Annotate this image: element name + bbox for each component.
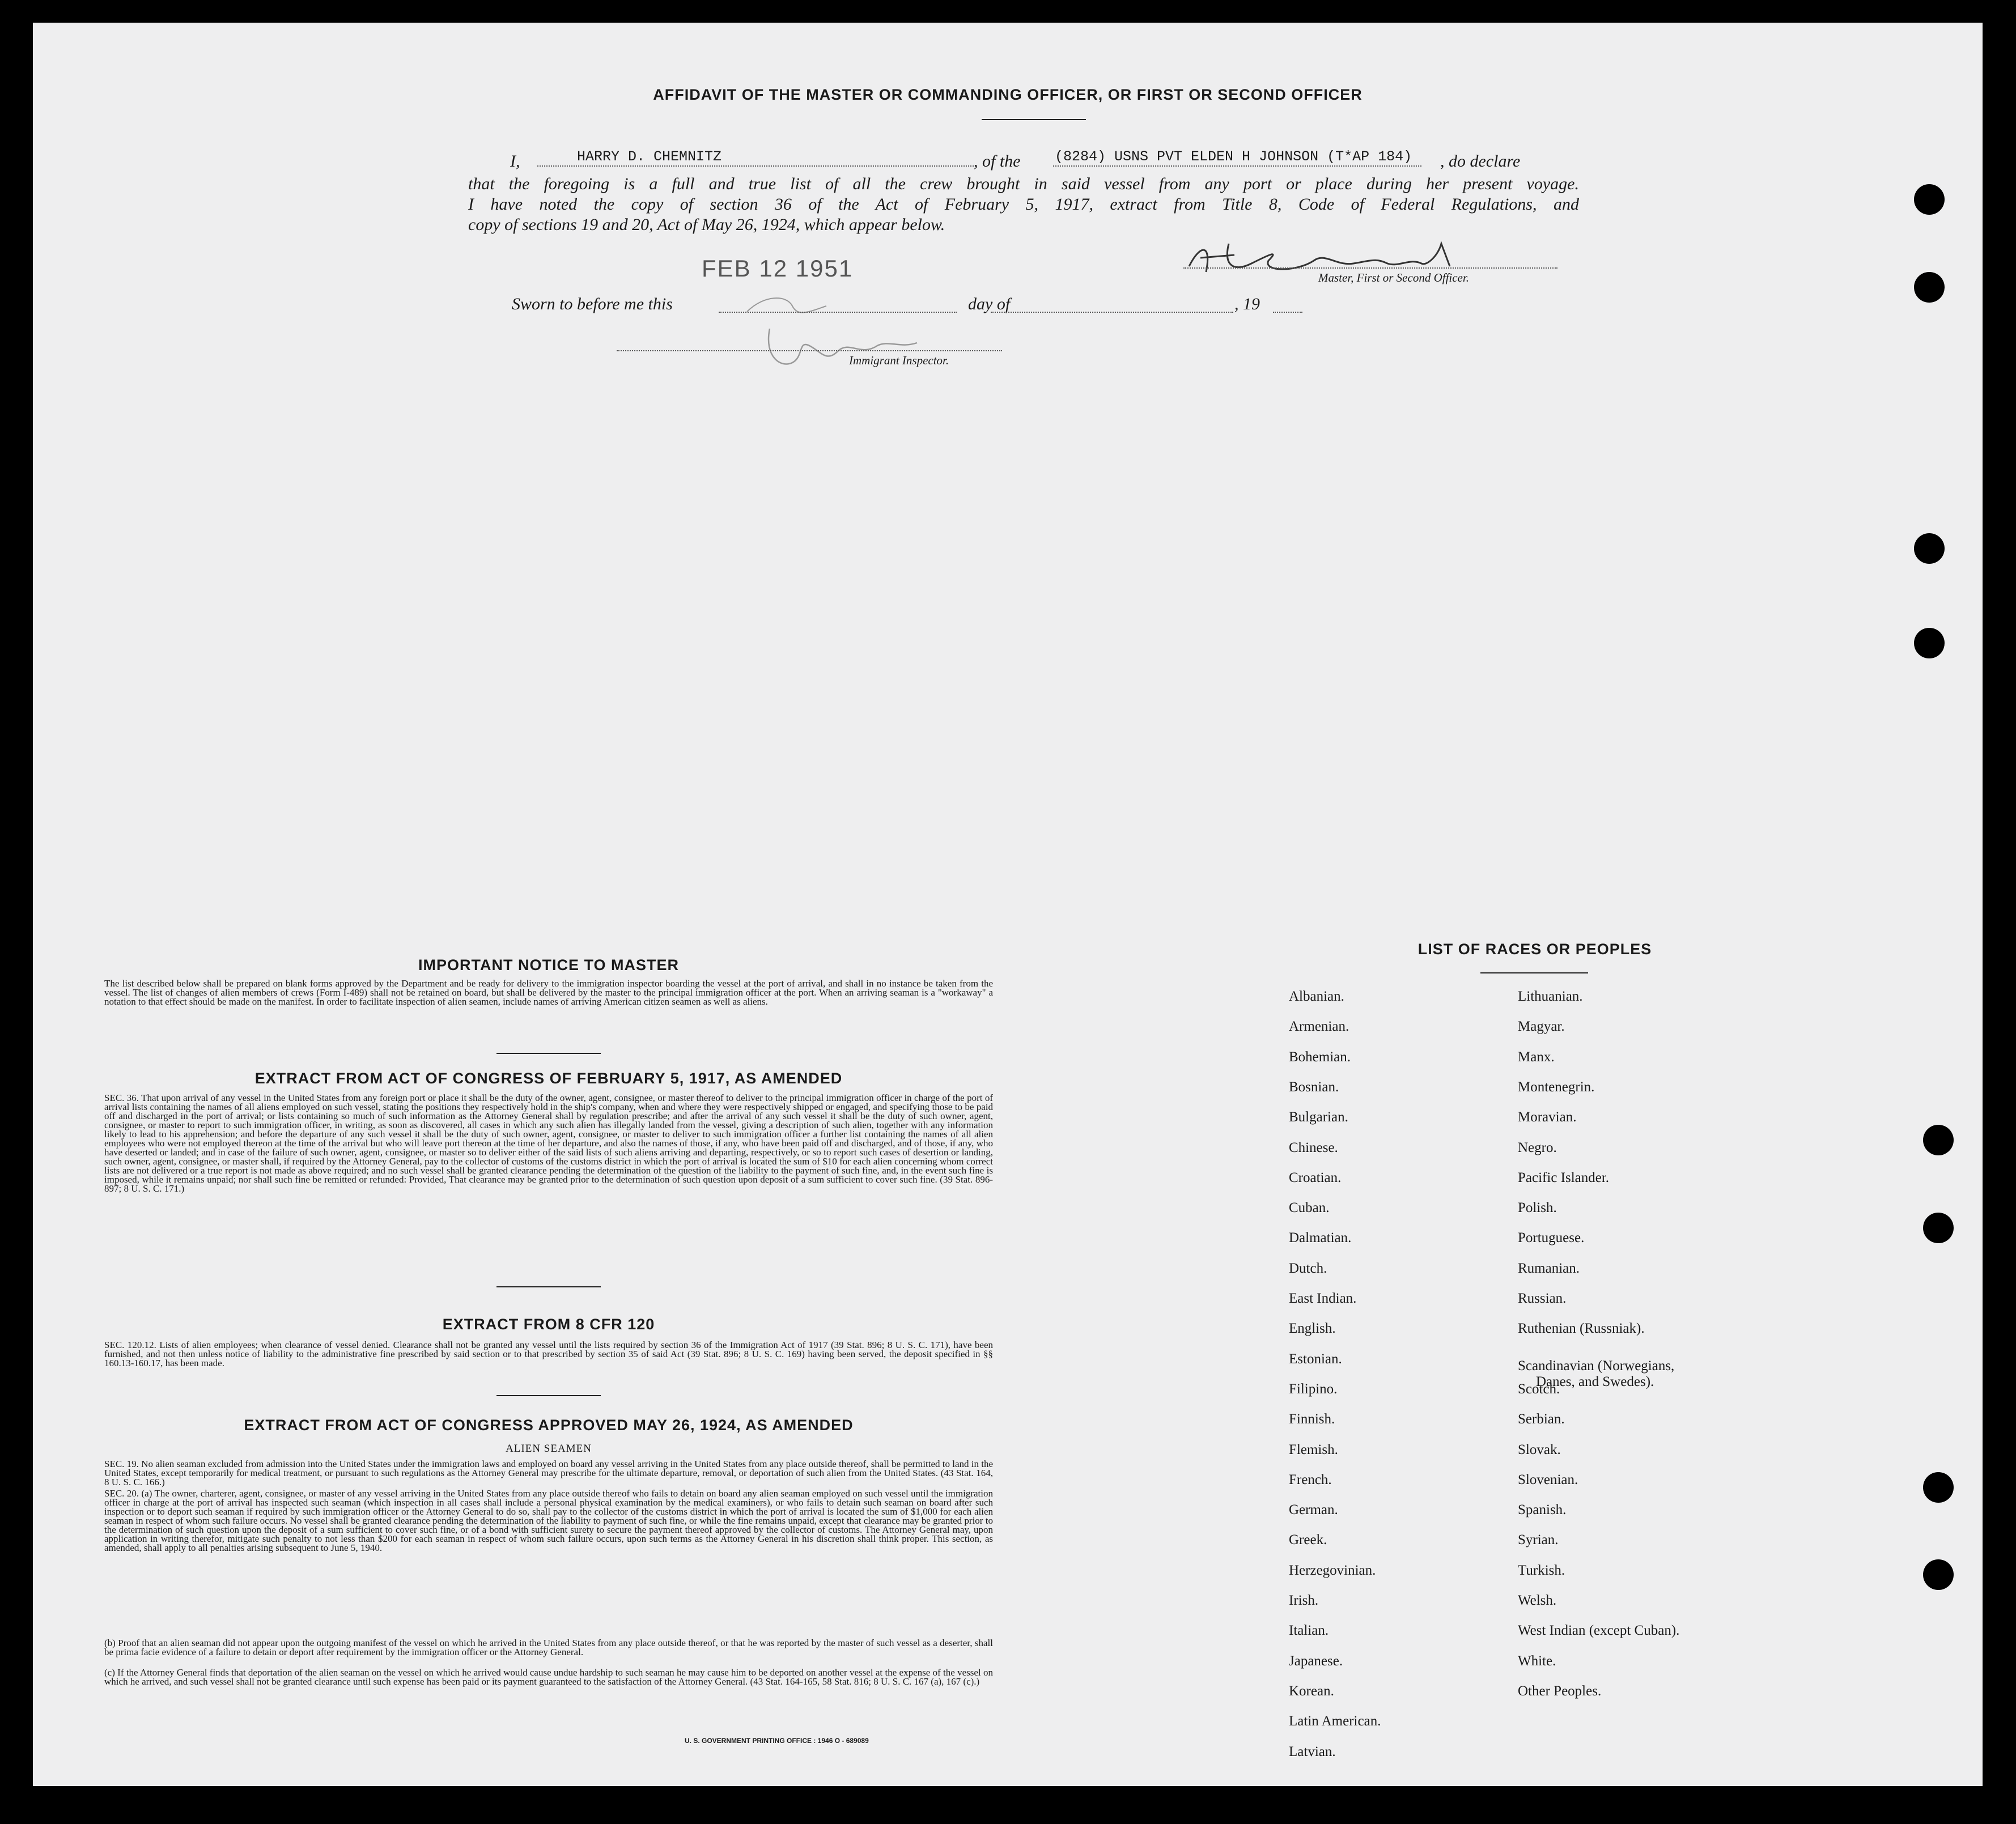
- year-label: , 19: [1234, 295, 1260, 313]
- races-rule: [1480, 972, 1588, 973]
- sworn-day-dotline: [719, 312, 957, 313]
- extract-cfr-rule: [496, 1395, 601, 1396]
- race-right-item: West Indian (except Cuban).: [1518, 1623, 1680, 1639]
- extract-1924-title: EXTRACT FROM ACT OF CONGRESS APPROVED MAY 26, 1924, AS AMENDED: [244, 1417, 854, 1434]
- notice-title: IMPORTANT NOTICE TO MASTER: [418, 956, 679, 973]
- race-left-item: Greek.: [1289, 1532, 1327, 1548]
- race-right-item: Rumanian.: [1518, 1260, 1580, 1276]
- binder-hole: [1914, 272, 1945, 303]
- race-right-item: Danes, and Swedes).: [1536, 1374, 1654, 1389]
- extract-cfr-title: EXTRACT FROM 8 CFR 120: [442, 1316, 655, 1333]
- day-of-label: day of: [968, 295, 1011, 313]
- race-left-item: Bosnian.: [1289, 1079, 1339, 1095]
- race-right-item: Portuguese.: [1518, 1230, 1585, 1246]
- race-left-item: Latvian.: [1289, 1744, 1336, 1759]
- extract-1917-body: SEC. 36. That upon arrival of any vessel in the United States from any foreign port or place it shall be the duty of the owner, agent, consignee, or master thereof to deliver to the principal immigration officer in charge of the port of arrival lists containing the names of all aliens employed on such vessel, stating the positions they respectively hold in the ship's company, when and where they were respectively shipped or engaged, and specifying those to be paid off and discharged in the port of arrival; or lists containing so much of such information as the Attorney General shall by regulation prescribe; and after the arrival of any such vessel it shall be the duty of such owner, agent, consignee, or master to report to such immigration officer, in writing, as soon as discovered, all cases in which any such alien has illegally landed from the vessel, giving a description of such alien, together with any information likely to lead to his apprehension; and before the departure of any such vessel it shall be the duty of such owner, agent, consignee, or master to deliver to such immigration officer a further list containing the names of all alien employees who were not employed thereon at the time of the arrival but who will leave port thereon at the time of her departure, and also the names of those, if any, who have been paid off and discharged, and of those, if any, who have deserted or landed; and in case of the failure of such owner, agent, consignee, or master so to deliver either of the said lists of such aliens arriving and departing, respectively, or so to report such cases of desertion or landing, such owner, agent, consignee, or master shall, if required by the Attorney General, pay to the collector of customs of the customs district in which the port of arrival is located the sum of $10 for each alien concerning whom correct lists are not delivered or a true report is not made as above required; and no such vessel shall be granted clearance pending the determination of the question of the liability to the payment of such fine, and, in the event such fine is imposed, while it remains unpaid; nor shall such fine be remitted or refunded: Provided, That clearance may be granted prior to the determination of such question upon deposit of a sum sufficient to cover such fine. (39 Stat. 896-897; 8 U. S. C. 171.): [104, 1092, 993, 1194]
- vessel-name: (8284) USNS PVT ELDEN H JOHNSON (T*AP 184): [1055, 148, 1412, 165]
- extract-1917-title: EXTRACT FROM ACT OF CONGRESS OF FEBRUARY 5, 1917, AS AMENDED: [254, 1070, 843, 1087]
- affidavit-line-3: I have noted the copy of section 36 of the Act of February 5, 1917, extract from Title 8, Code of Federal Regulations, and: [468, 195, 1579, 214]
- binder-hole: [1923, 1213, 1954, 1243]
- extract-cfr-body: SEC. 120.12. Lists of alien employees; when clearance of vessel denied. Clearance shall not be granted any vessel until the lists required by section 36 of the Immigration Act of 1917 (39 Stat. 896; 8 U. S. C. 171), have been furnished, and not then unless notice of liability to the administrative fine prescribed by said section or to that prescribed by section 35 of said Act (39 Stat. 896; 8 U. S. C. 169) having been served, the deposit specified in §§ 160.13-160.17, has been made.: [104, 1340, 993, 1368]
- race-left-item: Bulgarian.: [1289, 1109, 1348, 1125]
- extract-1917-rule: [496, 1286, 601, 1287]
- race-left-item: Filipino.: [1289, 1381, 1338, 1397]
- date-stamp: FEB 12 1951: [702, 255, 854, 282]
- declarant-pronoun: I,: [510, 152, 520, 171]
- race-left-item: German.: [1289, 1502, 1338, 1518]
- of-the-label: , of the: [974, 152, 1021, 171]
- race-left-item: French.: [1289, 1472, 1332, 1487]
- extract-1924-subtitle: ALIEN SEAMEN: [506, 1443, 592, 1455]
- race-right-item: Syrian.: [1518, 1532, 1559, 1548]
- race-right-item: Slovak.: [1518, 1442, 1561, 1457]
- binder-hole: [1923, 1125, 1954, 1155]
- notice-body: The list described below shall be prepared on blank forms approved by the Department and be ready for delivery to the immigration inspector boarding the vessel at the port of arrival, and shall in no instance be taken from the vessel. The list of changes of alien members of crews (Form I-489) shall not be retained on board, but shall be delivered by the master to the principal immigration officer at the port. When an arriving seaman is a "workaway" a notation to that effect should be made on the manifest. In order to facilitate inspection of alien seamen, include names of arriving American citizen seamen as well as aliens.: [104, 978, 993, 1007]
- binder-hole: [1914, 533, 1945, 564]
- race-right-item: Serbian.: [1518, 1411, 1565, 1427]
- race-right-item: Lithuanian.: [1518, 989, 1583, 1004]
- race-right-item: Scandinavian (Norwegians,: [1518, 1358, 1675, 1374]
- race-left-item: Armenian.: [1289, 1019, 1349, 1035]
- race-right-item: Manx.: [1518, 1049, 1555, 1065]
- race-right-item: Negro.: [1518, 1140, 1557, 1155]
- year-dotline: [1273, 312, 1302, 313]
- extract-1924-sec20c: (c) If the Attorney General finds that deportation of the alien seaman on the vessel on which he arrived would cause undue hardship to such seaman he may cause him to be deported on another vessel at the expense of the vessel on which he arrived, and such vessel shall not be granted clearance until such expense has been paid or its payment guaranteed to the satisfaction of the Attorney General. (43 Stat. 164-165, 58 Stat. 816; 8 U. S. C. 167 (a), 167 (c).): [104, 1667, 993, 1687]
- race-left-item: English.: [1289, 1321, 1336, 1337]
- race-right-item: Ruthenian (Russniak).: [1518, 1321, 1645, 1337]
- do-declare-label: , do declare: [1440, 152, 1521, 171]
- race-right-item: White.: [1518, 1653, 1556, 1669]
- race-right-item: Turkish.: [1518, 1562, 1565, 1578]
- binder-hole: [1914, 184, 1945, 215]
- title-rule: [982, 119, 1086, 120]
- race-left-item: Chinese.: [1289, 1140, 1338, 1155]
- affidavit-line-2: that the foregoing is a full and true list of all the crew brought in said vessel from any port or place during her present voyage.: [468, 175, 1579, 193]
- race-right-item: Moravian.: [1518, 1109, 1577, 1125]
- race-right-item: Scotch.: [1518, 1381, 1560, 1397]
- notice-rule: [496, 1053, 601, 1054]
- race-right-item: Russian.: [1518, 1291, 1567, 1306]
- race-left-item: Korean.: [1289, 1683, 1334, 1699]
- race-left-item: Estonian.: [1289, 1351, 1342, 1367]
- race-left-item: Cuban.: [1289, 1200, 1330, 1216]
- name-dotline: [537, 165, 974, 167]
- race-right-item: Pacific Islander.: [1518, 1170, 1610, 1185]
- master-caption: Master, First or Second Officer.: [1318, 271, 1469, 284]
- race-left-item: Bohemian.: [1289, 1049, 1351, 1065]
- race-right-item: Magyar.: [1518, 1019, 1565, 1035]
- extract-1924-sec20a: SEC. 20. (a) The owner, charterer, agent, consignee, or master of any vessel arriving in the United States from any place outside thereof who fails to detain on board any alien seaman employed on such vessel until the immigration officer in charge at the port of arrival has inspected such seaman (which inspection in all cases shall include a personal physical examination by the medical examiners), or who fails to detain such seaman on board after such inspection or to deport such seaman if required by such immigration officer or the Attorney General to do so, shall pay to the collector of the customs district in which the port of arrival is located the sum of $1,000 for each alien seaman in respect of whom such failure occurs. No vessel shall be granted clearance pending the determination of the liability to payment of such fine, or while the fine remains unpaid, except that clearance may be granted prior to the determination of such question upon the deposit of a sum sufficient to cover such fine, or of a bond with sufficient surety to secure the payment thereof approved by the collector of customs. The Attorney General may, upon application in writing therefor, mitigate such penalty to not less than $200 for each seaman in respect of whom such failure occurs, upon such terms as the Attorney General in his discretion shall think proper. This section, as amended, shall apply to all penalties arising subsequent to June 5, 1940.: [104, 1488, 993, 1553]
- master-signature-dotline: [1183, 267, 1557, 269]
- sworn-label: Sworn to before me this: [512, 295, 673, 313]
- race-left-item: East Indian.: [1289, 1291, 1357, 1306]
- printer-line: U. S. GOVERNMENT PRINTING OFFICE : 1946 O - 689089: [685, 1737, 869, 1745]
- inspector-caption: Immigrant Inspector.: [849, 354, 949, 367]
- race-left-item: Albanian.: [1289, 989, 1344, 1004]
- vessel-dotline: [1053, 165, 1421, 167]
- race-right-item: Welsh.: [1518, 1593, 1557, 1608]
- race-right-item: Polish.: [1518, 1200, 1557, 1216]
- declarant-name: HARRY D. CHEMNITZ: [577, 148, 722, 165]
- race-left-item: Latin American.: [1289, 1714, 1381, 1729]
- race-right-item: Spanish.: [1518, 1502, 1567, 1518]
- binder-hole: [1923, 1472, 1954, 1503]
- extract-1924-sec19: SEC. 19. No alien seaman excluded from admission into the United States under the immigration laws and employed on board any vessel arriving in the United States from any place outside thereof, shall be permitted to land in the United States, except temporarily for medical treatment, or pursuant to such regulations as the Attorney General may prescribe for the ultimate departure, removal, or deportation of such alien from the United States. (43 Stat. 164, 8 U. S. C. 166.): [104, 1459, 993, 1487]
- race-left-item: Dutch.: [1289, 1260, 1327, 1276]
- race-left-item: Flemish.: [1289, 1442, 1338, 1457]
- race-left-item: Herzegovinian.: [1289, 1562, 1376, 1578]
- inspector-signature: [758, 317, 940, 380]
- race-left-item: Irish.: [1289, 1593, 1319, 1608]
- race-right-item: Slovenian.: [1518, 1472, 1578, 1487]
- binder-hole: [1914, 628, 1945, 658]
- race-right-item: Montenegrin.: [1518, 1079, 1595, 1095]
- race-left-item: Finnish.: [1289, 1411, 1335, 1427]
- sworn-month-dotline: [991, 312, 1233, 313]
- affidavit-title: AFFIDAVIT OF THE MASTER OR COMMANDING OFFICER, OR FIRST OR SECOND OFFICER: [653, 86, 1363, 103]
- inspector-dotline: [617, 350, 1002, 351]
- extract-1924-sec20b: (b) Proof that an alien seaman did not appear upon the outgoing manifest of the vessel on which he arrived in the United States from any place outside thereof, or that he was reported by the master of such vessel as a deserter, shall be prima facie evidence of a failure to detain or deport after requirement by the immigration officer or the Attorney General.: [104, 1638, 993, 1657]
- race-left-item: Japanese.: [1289, 1653, 1343, 1669]
- race-left-item: Dalmatian.: [1289, 1230, 1352, 1246]
- race-left-item: Italian.: [1289, 1623, 1329, 1639]
- binder-hole: [1923, 1559, 1954, 1590]
- races-title: LIST OF RACES OR PEOPLES: [1417, 941, 1652, 958]
- race-right-item: Other Peoples.: [1518, 1683, 1602, 1699]
- document-page: [33, 23, 1983, 1786]
- race-left-item: Croatian.: [1289, 1170, 1342, 1185]
- affidavit-line-4: copy of sections 19 and 20, Act of May 26, 1924, which appear below.: [468, 215, 945, 234]
